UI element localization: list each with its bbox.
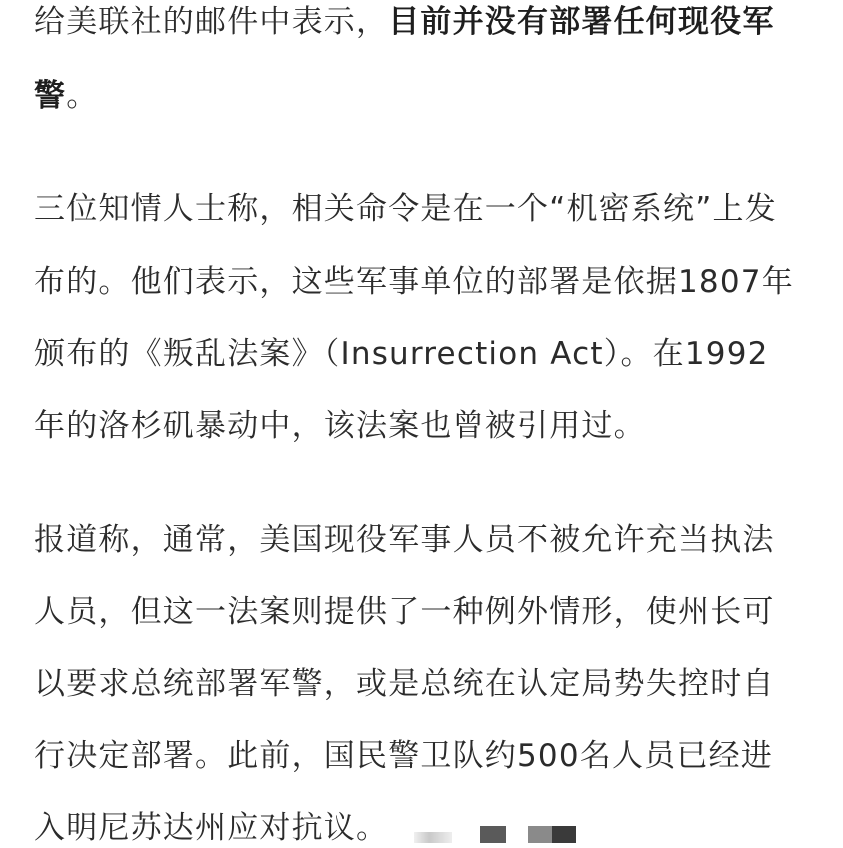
- text-normal: 给美联社的邮件中表示，: [34, 4, 389, 40]
- paragraph-2-line-4: 年的洛杉矶暴动中，该法案也曾被引用过。: [34, 408, 646, 444]
- watermark-smudge: [414, 832, 452, 843]
- paragraph-3-line-5: 入明尼苏达州应对抗议。: [34, 810, 389, 846]
- watermark-block: [552, 826, 576, 843]
- paragraph-2-line-3: 颁布的《叛乱法案》（Insurrection Act）。在1992: [34, 336, 769, 372]
- paragraph-3-line-1: 报道称，通常，美国现役军事人员不被允许充当执法: [34, 522, 775, 558]
- paragraph-1-line-1: [34, 2, 775, 42]
- watermark-block: [480, 826, 506, 843]
- text-normal: 。: [66, 78, 99, 114]
- paragraph-2-line-1: 三位知情人士称，相关命令是在一个“机密系统”上发: [34, 191, 777, 227]
- watermark-block: [528, 826, 552, 843]
- paragraph-3-line-3: 以要求总统部署军警，或是总统在认定局势失控时自: [34, 666, 775, 702]
- text-emphasis: 目前并没有部署任何现役军: [388, 4, 775, 40]
- text-emphasis: 警: [34, 78, 67, 114]
- paragraph-2-line-2: 布的。他们表示，这些军事单位的部署是依据1807年: [34, 264, 794, 300]
- paragraph-1-line-2: [34, 76, 98, 116]
- paragraph-3-line-2: 人员，但这一法案则提供了一种例外情形，使州长可: [34, 594, 775, 630]
- paragraph-3-line-4: 行决定部署。此前，国民警卫队约500名人员已经进: [34, 738, 773, 774]
